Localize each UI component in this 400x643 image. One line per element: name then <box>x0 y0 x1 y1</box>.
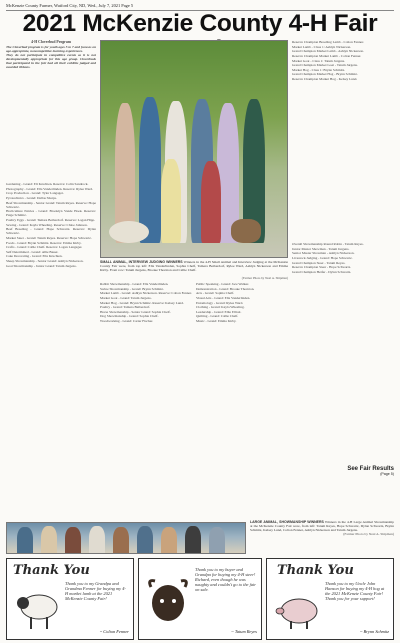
person-figure <box>113 527 129 554</box>
small-animal-winners-photo <box>100 40 288 258</box>
person-figure <box>161 159 181 243</box>
result-entry: Market Lamb - Class 1: Ashlyn Nickerson. <box>292 44 352 49</box>
photo-bottom-caption-text: Winners in the 4-H Large Animal Showmanship at the McKenzie County Fair were, from left: Tatum Reyes, Hope Schwartz, Dylan Schwartz, Brynn Schmitz, Kelsey Lund, Colton Fenner, Ashlyn Nickerson and Tatum Jurgens. <box>250 520 394 533</box>
result-entry: Beef Breeding - Grand: Hope Schwartz. Reserve: Dylan Schwartz. <box>6 227 96 236</box>
result-entry: Junior Master Showman - Tatum Jurgens. <box>292 246 350 251</box>
person-figure <box>17 527 33 554</box>
result-entry: Leadership - Grand: Ellie Elliott. <box>196 309 242 314</box>
intro-paragraph: The Cloverbud program is for youth ages 5 to 7 and focuses on age-appropriate, noncompetitive learning experiences. <box>6 44 96 53</box>
result-entry: Dog Showmanship - Grand: Sophia Chelf. <box>100 314 159 319</box>
result-entry: Reserve Champion Steer - Hope Schwartz. <box>292 265 351 270</box>
result-entry: Market Steer - Grand: Tatum Reyes. Reserve: Hope Schwartz. <box>6 235 92 240</box>
large-animal-winners-photo <box>6 522 246 554</box>
result-entry: Senior Master Showman - Ashlyn Nickerson. <box>292 251 355 256</box>
person-figure <box>185 526 201 554</box>
result-entry: Arts - Grand: Sophia Chelf. <box>196 291 235 296</box>
result-entry: Grand Champion Market Lamb - Ashlyn Nickerson. <box>292 49 364 54</box>
person-figure <box>89 526 105 554</box>
person-figure <box>137 526 153 554</box>
result-entry: Grand Champion Market Hog - Brynn Schmitz. <box>292 72 358 77</box>
result-entry: Horticulture Entries - Grand: Brooklyn Vande Hoek. Reserve: Paige Schmitz. <box>6 209 96 218</box>
person-figure <box>161 527 177 554</box>
result-entry: Market Goat - Grand: Tatum Jurgens. <box>100 295 152 300</box>
thank-you-text: Thank you to my Grandpa and Grandma Fenner for buying my 4-H market lamb at the 2021 McKenzie County Fair! <box>65 581 126 601</box>
result-entry: Beef Showmanship - Senior Grand: Tatum Reyes. Reserve: Hope Schwartz. <box>6 200 96 209</box>
result-entry: Market Goat - Class 1: Tatum Jurgens. <box>292 58 346 63</box>
result-entry: Crop Production - Grand: Tyler Langager. <box>6 191 64 196</box>
sheep-icon <box>13 587 61 631</box>
page-headline: 2021 McKenzie County 4-H Fair <box>22 10 378 37</box>
result-entry: Livestock Judging - Grand: Hope Schwartz. <box>292 255 353 260</box>
result-entry: Quilting - Grand: Callie Chelf. <box>196 314 239 319</box>
result-entry: Poultry - Grand: Tamara Beiberdorf. <box>100 305 151 310</box>
result-entry: Entomology - Grand: Rylee Ward. <box>196 300 244 305</box>
result-entry: Foods - Grand: Brynn Schmitz. Reserve: Emma Kirby. <box>6 240 82 245</box>
result-entry: Reserve Champion Market Lamb - Colton Fenner. <box>292 53 362 58</box>
result-entry: Goat Showmanship - Junior Grand: Tatum Jurgens. <box>6 263 77 268</box>
photo-top-caption-title: SMALL ANIMAL, INTERVIEW JUDGING WINNERS <box>100 260 183 264</box>
person-figure <box>139 97 161 243</box>
results-column-e <box>292 242 394 460</box>
thank-you-ad-reyes <box>138 558 262 640</box>
thank-you-signature: ~ Colton Fenner <box>99 629 129 634</box>
thank-you-signature: ~ Brynn Schmitz <box>360 629 389 634</box>
result-entry: Grand Champion Steer - Tatum Reyes. <box>292 260 346 265</box>
thank-you-ad-schmitz <box>266 558 394 640</box>
steer-icon <box>145 573 191 629</box>
results-column-a <box>6 182 96 517</box>
results-column-c <box>196 282 288 517</box>
result-entry: Photography - Grand: Ella Vanderlinden. Reserve: Rylee Ward. <box>6 186 93 191</box>
result-entry: Sewing - Grand: Kayla Wheeling. Reserve: Chloe Johnson. <box>6 222 88 227</box>
result-entry: Woodworking - Grand: Carter Fischer. <box>100 319 154 324</box>
person-figure <box>209 527 225 554</box>
photo-top-caption-text: Winners in the 4-H Small Animal and Interview Judging at the McKenzie County Fair were, from top left: Ella Vanderlinden, Sophia Chelf, Tamara Beiberdorf, Rylee Ward, Ashlyn Nickerson and Emma Kirby. Front row: Tatum Jurgens, Brooke Thornton and Callie Chelf. <box>100 260 288 273</box>
result-entry: Market Hog - Grand: Brynn Schmitz. Reserve: Kelsey Lund. <box>100 300 184 305</box>
results-column-b <box>100 282 192 517</box>
person-figure <box>65 527 81 554</box>
masthead-left: McKenzie County Farmer, Watford City, ND, Wed., July 7, 2021 Page 5 <box>6 3 134 8</box>
result-entry: Rabbit Showmanship - Grand: Ella Vanderlinden. <box>100 282 169 286</box>
results-column-d <box>292 40 394 240</box>
result-entry: Reserve Champion Breeding Lamb - Colton Fenner. <box>292 40 364 44</box>
result-entry: Gardening - Grand: Eli Kruchten. Reserve: Colin Sandrock. <box>6 182 89 186</box>
result-entry: Clothing - Grand: Kayla Wheeling. <box>196 305 245 310</box>
result-entry: Market Lamb - Grand: Ashlyn Nickerson. Reserve: Colton Fenner. <box>100 291 192 296</box>
photo-bottom-credit: (Farmer Photo by Neal A. Shipman) <box>343 532 394 537</box>
intro-column <box>6 40 96 180</box>
see-results-note <box>292 466 394 476</box>
thank-you-title: Thank You <box>13 563 90 578</box>
rabbit-figure <box>109 221 149 243</box>
result-entry: Grand Champion Heifer - Dylan Schwartz. <box>292 269 352 274</box>
photo-bottom-caption <box>250 520 394 556</box>
pig-icon <box>273 591 321 631</box>
result-entry: Cake Decorating - Grand: Ella Kruchten. <box>6 254 63 259</box>
result-entry: Grand Champion Market Goat - Tatum Jurgens. <box>292 63 358 68</box>
dog-figure <box>231 219 261 243</box>
result-entry: Visual Arts - Grand: Ella Vanderlinden. <box>196 295 251 300</box>
person-figure <box>41 526 57 554</box>
result-entry: Music - Grand: Emma Kirby. <box>196 319 237 324</box>
result-entry: Sheep Showmanship - Senior Grand: Ashlyn Nickerson. <box>6 259 84 264</box>
see-results-label: See Fair Results <box>347 466 394 472</box>
intro-paragraph: They do not participate in competitive events as it is not developmentally appropriate for this age group. Cloverbuds that participated in the fair had all their exhibits judged and awarded ribbons. <box>6 53 96 70</box>
result-entry: Horse Showmanship - Senior Grand: Sophia Chelf. <box>100 309 171 314</box>
photo-bottom-caption-title: LARGE ANIMAL, SHOWMANSHIP WINNERS <box>250 520 324 524</box>
result-entry: Reserve Champion Market Hog - Kelsey Lund. <box>292 77 358 82</box>
thank-you-signature: ~ Tatum Reyes <box>231 629 257 634</box>
result-entry: Pyrotechnics - Grand: Dallas Sharps. <box>6 195 57 200</box>
result-entry: Crafts - Grand: Callie Chelf. Reserve: Logan Langager. <box>6 245 83 250</box>
result-entry: Demonstration - Grand: Brooke Thornton. <box>196 286 255 291</box>
thank-you-title: Thank You <box>277 563 354 578</box>
thank-you-text: Thank you to my Uncle John Hanson for buying my 4-H hog at the 2021 McKenzie County Fair! Thank you for your support! <box>325 581 385 601</box>
thank-you-ad-fenner <box>6 558 134 640</box>
thank-you-text: Thank you to my buyer and Grandpa for buying my 4-H steer! Richard, even though he was naughty and couldn't go to the fair on sale. <box>195 567 256 592</box>
result-entry: Self Determined - Grand: Allie Bauer. <box>6 249 59 254</box>
person-figure <box>201 161 221 243</box>
result-entry: Overall Showmanship Round Robin - Tatum Reyes. <box>292 242 364 246</box>
result-entry: Public Speaking - Grand: Jace Walker. <box>196 282 249 286</box>
see-results-page: (Page 5) <box>380 472 394 476</box>
result-entry: Swine Showmanship - Grand: Brynn Schmitz. <box>100 286 164 291</box>
result-entry: Poultry Eggs - Grand: Tamara Beiberdorf. Reserve: Logan Hipp. <box>6 217 96 222</box>
result-entry: Market Hog - Class 1: Brynn Schmitz. <box>292 67 345 72</box>
intro-title: 4-H Cloverbud Program <box>31 40 71 44</box>
photo-top-credit: (Farmer Photo by Neal A. Shipman) <box>241 276 288 280</box>
